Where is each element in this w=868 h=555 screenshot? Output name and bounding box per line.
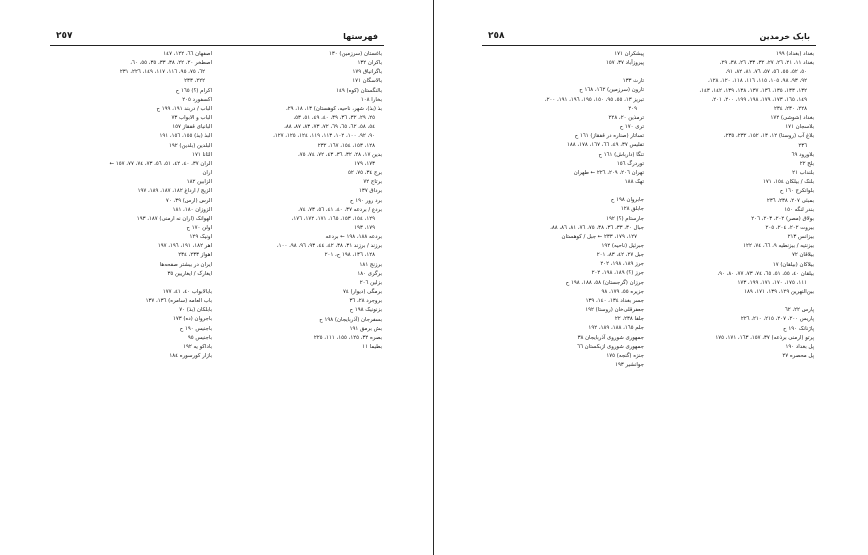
index-entry: جسر بغداد ١٣٤، ١٤٠، ١٣٩ bbox=[585, 297, 644, 304]
index-entry: باجروان (ده) ١٧٣ bbox=[172, 316, 212, 323]
index-entry: اران bbox=[202, 170, 212, 177]
index-entry: بندر لنگه ١٥٠ bbox=[784, 206, 814, 213]
index-entry: بالنگستان (کوه) ١٤٩ bbox=[336, 87, 382, 94]
index-entry: الباب و الابواب ٧٣ bbox=[171, 115, 212, 122]
index-entry: پل محصره ٢٧ bbox=[782, 353, 814, 359]
right-page-index-column-right bbox=[654, 50, 814, 361]
index-entry: تارون (سرزمین) ١٦٢، ١٦٨ ح bbox=[579, 87, 644, 94]
right-page-number: ٢٥٨ bbox=[488, 31, 505, 41]
index-entry: تری ١٧٠ ح bbox=[619, 124, 644, 131]
index-entry: بیلاکان (بیلقان) ١٧ bbox=[772, 261, 814, 268]
index-entry: الثانا ١٧١ bbox=[192, 151, 212, 158]
index-entry: برزند / برزند ٣١، ٣٨، ٤٢، ٤٤، ٩٣، ٩٦، ٩٨، ١٠٠، bbox=[276, 243, 382, 250]
index-entry: بالاسگان ١٧١ bbox=[352, 78, 382, 85]
index-entry: جبال ٣٠، ٣٣، ٣٦، ٣٨، ٧٥، ٧٦، ٨١، ٨٦، ٨٨، bbox=[550, 224, 644, 231]
index-entry: بغداد ١١، ٢١، ٢٦، ٢٧، ٣٢، ٣٣، ٢٦، ٣٨، ٢٩، bbox=[719, 60, 814, 67]
index-entry: بصره ٣٢، ١٢٥، ١٥٥، ١١١، ٢٢٥ bbox=[313, 334, 382, 341]
left-running-head bbox=[50, 29, 384, 46]
index-entry: ١٣٢، ١٣٣، ١٣٥، ١٣٦، ١٣٧، ١٣٨، ١٣٩، ١٤٢، ١٤٣، bbox=[699, 87, 807, 94]
index-entry: برداق ١٣٧ bbox=[359, 188, 382, 195]
index-entry: ٢٥، ٢٩، ٣٢، ٣٦، ٣٩، ٤٠، ٤٩، ٥١، ٥٣، bbox=[293, 115, 375, 122]
index-entry: جابلق ١٢٨ bbox=[620, 206, 644, 213]
left-running-title: فهرستها bbox=[343, 32, 378, 41]
index-entry: ١٧٣، ١٧٩ bbox=[354, 160, 375, 167]
index-entry: جبل ٢٧، ٤٢، ٨٣، ٢٠١ bbox=[596, 252, 644, 259]
index-entry: پاریس ٢٠٠، ٢٠٧، ٢١٥، ٢١٠، ٢٢٦ bbox=[740, 316, 814, 323]
index-entry: الزیج / ارداغ ١٨٢، ١٨٧، ١٨٩، ١٩٧ bbox=[137, 188, 212, 195]
index-entry: تساتار (صناره در قفقاز) ١٦١ ح bbox=[574, 133, 644, 140]
index-entry: بغداد (شوشی) ١٧٢ bbox=[770, 115, 814, 122]
index-entry: تارث ١٣٣ bbox=[622, 78, 644, 85]
index-entry: پرتو (ارمنی برذعه) ٣٧، ١٥٧، ١٦٣، ١٧١، ١٧٥ bbox=[715, 334, 814, 341]
index-entry: پارس ٢٢، ٦٢ bbox=[784, 307, 814, 314]
index-entry: بش برمق ١٩١ bbox=[349, 325, 382, 332]
index-entry: الهوانک (اران نه ارمنی) ١٨٧، ١٩٣ bbox=[136, 215, 212, 222]
index-entry: البانیای قفقاز ١٥٧ bbox=[172, 124, 212, 131]
index-entry: اکرام (؟) ١٦٥ ح bbox=[175, 87, 212, 94]
index-entry: جمهوری شوروی ازبکستان ٦٦ bbox=[577, 343, 644, 350]
index-entry: جعفرقلی‌خان (روستا) ١٩٢ bbox=[585, 307, 644, 314]
index-entry: باگرانیاق ١٧٩ bbox=[352, 69, 382, 76]
index-entry: باجنیس ٩٥ bbox=[187, 334, 212, 341]
index-entry: پیروزآباد ٣٧، ١٥٧ bbox=[605, 60, 644, 67]
index-entry: بطیما ١١ bbox=[362, 344, 382, 350]
index-entry: اکسفورد ٢٠٥ bbox=[182, 96, 212, 103]
index-entry: باکران ١٣٢ bbox=[357, 60, 382, 67]
index-entry: بلخ ٢٢ bbox=[799, 160, 814, 167]
index-entry: بیزانس ٢١٣ bbox=[787, 234, 814, 241]
index-entry: برتاج ٧٢ bbox=[363, 179, 382, 186]
index-entry: ترمذین ٢٠، ٢٢٨ bbox=[608, 114, 644, 121]
index-entry: پیشکران ١٧١ bbox=[614, 51, 644, 57]
index-entry: بازار کورسوره ١٨٤ bbox=[169, 353, 212, 359]
right-page-index-column-left bbox=[484, 50, 644, 370]
index-entry: جرز (؟) ١٨٩، ١٩٨، ٢٠٢ bbox=[591, 270, 644, 277]
index-entry: بولاق (مصر) ٢٠٢، ٢٠٣، ٢٠٦ bbox=[751, 215, 814, 222]
left-page-index-column-right bbox=[222, 50, 382, 352]
index-entry: جرزان (گرجستان) ٥٨، ١٨٨، ١٩٨ ح bbox=[565, 279, 644, 286]
index-entry: ١٤٩، ١٦٥، ١٧٣، ١٧٩، ١٩٨، ١٩٩، ٢٠٠، ٢٠١، bbox=[711, 96, 807, 103]
index-entry: الران ٣٧، ٤٠، ٤٢، ٥١، ٥٦، ٧٣، ٧٤، ٧٧، ١٥٧ ← bbox=[109, 160, 212, 167]
index-entry: تهران ٢٠٦، ٢٠٩، ٢٢٦ ← طهران bbox=[573, 169, 644, 176]
index-entry: توردرگ ١٥٦ bbox=[616, 160, 644, 167]
index-entry: اونیک ١٢٩ bbox=[189, 234, 212, 241]
index-entry: بذ (بذ)، شهر، ناحیه، کوهستان) ١٣، ١٨، ٢٩، bbox=[285, 105, 382, 112]
index-entry: بغداد (بغداد) ١٩٩ bbox=[776, 51, 814, 57]
index-entry: تهک ١٨٨ bbox=[624, 179, 644, 186]
index-entry: تفلیس ٣٧، ٤٩، ٦٦، ١٦٧، ١٧٨، ١٨٨ bbox=[566, 142, 644, 149]
index-entry: برمگی (دیوار) ٧٤ bbox=[342, 289, 382, 296]
index-entry: ٢٠٩ bbox=[628, 105, 637, 112]
index-entry: بزلین ٢٠٦ bbox=[359, 279, 382, 286]
index-entry: ١١١، ١٧٥، ١٧٠، ١٧١، ١٩٩، ١٧٣ bbox=[737, 279, 807, 286]
index-entry: بخارا ١٠٨ bbox=[360, 96, 382, 103]
index-entry: پل بغداد ١٩٠ bbox=[785, 343, 814, 350]
index-entry: ١٢٨، ١٣٦، ١٩٨ ح، ٢٠١ bbox=[324, 252, 375, 259]
index-entry: بیلاقان ٧٢ bbox=[791, 252, 814, 259]
index-entry: جوانشیر ١٩٣ bbox=[615, 362, 644, 368]
index-entry: برزنج ١٨١ bbox=[359, 261, 382, 268]
index-entry: ٥٤، ٥٨، ٦٢، ٦٥، ٦٩، ٧٢، ٧٣، ٨٣، ٨٧، ٨٨، bbox=[284, 124, 375, 131]
index-entry: اصفهان ٦٦، ١٢٢، ١٤٧ bbox=[163, 51, 212, 57]
index-entry: اهواز ٢٣٣، ٢٣٤ bbox=[178, 252, 212, 259]
index-entry: باجنیس ١٩٠ ح bbox=[179, 325, 212, 332]
left-page-index-column-left bbox=[52, 50, 212, 361]
index-entry: برگری ١٨٠ bbox=[357, 270, 382, 277]
index-entry: بلاغ آب (روستا) ١٢، ١٣، ١٥٢، ٢٣٢، ٢٣٥، bbox=[723, 133, 814, 140]
index-entry: جبرئیل (ناحیه) ١٩٢ bbox=[601, 242, 644, 249]
index-entry: بلاسجان ١٧١ bbox=[785, 124, 814, 131]
index-entry: ٦٢، ٧٥، ٩٥، ١١٦، ١١٧، ١٤٩، ٢٢٦، ٢٣١ bbox=[119, 69, 205, 76]
index-entry: الزوزان ١٨٠، ١٨١ bbox=[172, 206, 212, 213]
index-entry: باغستان (سرزمین) ١٣٠ bbox=[328, 51, 382, 57]
index-entry: بین‌النهرین ١٢٩، ١٣٩، ١٧١، ١٨٩ bbox=[744, 289, 814, 296]
index-entry: ایران در بیشتر صفحه‌ها bbox=[159, 261, 212, 268]
index-entry: بیروت ٢٠٢، ٢٠٤، ٢٠٥ bbox=[765, 224, 814, 231]
index-entry: بمبئی ٢٠٧، ٢٣٨، ٢٣٦ bbox=[766, 197, 814, 204]
index-entry: جابروان ١٩٨ ح bbox=[610, 197, 644, 204]
index-entry: ٢٢٢، ٢٣٣ bbox=[184, 78, 205, 85]
index-entry: جزیره ٥٥، ١٧٩، ٩٨ bbox=[601, 288, 644, 295]
right-running-title: بابک خرمدین bbox=[759, 32, 810, 41]
index-entry: ١٢٧، ١٧٩، ٢٣٣ ← جبل / کوهستان bbox=[561, 233, 637, 240]
index-entry: ١٧٩، ١٩٣ bbox=[354, 224, 375, 231]
left-page-number: ٢٥٧ bbox=[56, 31, 73, 41]
index-entry: جلم ١٦٥، ١٨٨، ١٨٩، ١٩٢ bbox=[588, 325, 644, 332]
index-entry: ٩٠، ٩٢، ١٠٠، ١٠٢، ١١٣، ١١٩، ١٢٤، ١٢٥، ١٢٧، bbox=[273, 133, 375, 140]
index-entry: باب العامه (سامره) ١٣٦، ١٣٧ bbox=[145, 298, 212, 305]
index-entry: بزنونیک ١٩٨ ح bbox=[349, 307, 382, 314]
index-entry: جنزه (گنجه) ١٧٥ bbox=[606, 352, 644, 359]
left-page bbox=[50, 0, 384, 555]
index-entry: الرس (ارس) ٣٩، ٧٠ bbox=[165, 197, 212, 204]
index-entry: تبریز ١٣، ٥٥، ٩٥، ١٥٠، ١٩٥، ١٩٦، ١٩١، ٢٠٠، bbox=[544, 96, 644, 103]
index-entry: برد رور ١٩٠ ح bbox=[349, 197, 382, 204]
index-entry: تنگا (دارباش) ١٦١ ح bbox=[598, 151, 644, 158]
index-entry: جلفا ٢٣٨، ٢٢ bbox=[614, 316, 644, 323]
index-entry: ایغارک / ایغاریین ٣٥ bbox=[167, 270, 212, 277]
index-entry: بابلکان (بذ) ٧٠ bbox=[179, 307, 212, 314]
index-entry: ٩٢، ٩٣، ٩٨، ١٠٥، ١١٥، ١١٦، ١١٨، ١٢٠، ١٢٨، bbox=[707, 78, 807, 85]
right-page bbox=[482, 0, 816, 555]
index-entry: برج ٣٤، ٧٥، ٥٢ bbox=[348, 170, 382, 177]
index-entry: بلنداب ٢١ bbox=[792, 170, 814, 177]
right-running-head bbox=[482, 29, 816, 46]
index-entry: بیلقان ٤٠، ٥٥، ٥١، ٦٥، ٧٤، ٧٣، ٧٧، ٨٠، ٩٠، bbox=[717, 270, 814, 277]
index-entry: ٢٣٦ bbox=[798, 142, 807, 149]
index-entry: بردعه ١٨٨، ١٩٨ ← بردعه bbox=[325, 234, 382, 241]
index-entry: بیزنتیه / بیزنطیه ٩، ٦٦، ٧٤، ١٢٢ bbox=[743, 243, 814, 250]
index-entry: بلوانکرج ١٦٠ ح bbox=[779, 188, 814, 195]
index-entry: جرز ١٨٩، ١٩٨، ٢٠٢ bbox=[600, 261, 644, 268]
index-entry: الباب / دربند ١٩١، ١٩٩ ح bbox=[156, 105, 212, 112]
page-gutter bbox=[433, 0, 434, 555]
index-entry: اصطخر ٢٠، ٢٢، ٣٨، ٣٣، ٣٥، ٥٥، ٦٠، bbox=[130, 60, 212, 67]
index-entry: باداکو یه ١٩٢ bbox=[183, 343, 212, 350]
index-entry: پاژنانک ١٩٠ ح bbox=[783, 325, 814, 332]
index-entry: جمهوری شوروی آذربایجان ٣٨ bbox=[577, 334, 644, 341]
index-entry: ٢٢٨، ٢٣٠، ٢٣٤ bbox=[774, 105, 807, 112]
index-entry: بروجرد ٢٨، ٣٦ bbox=[349, 298, 382, 305]
index-entry: بلاورود ٦٩ bbox=[791, 151, 814, 158]
index-entry: بسفرجان (آذربایجان) ١٩٨ ح bbox=[319, 316, 382, 323]
index-entry: جارستام (؟) ١٩٢ bbox=[606, 215, 644, 222]
index-entry: بردع / بردعه ٣٧، ٤٠، ٤١، ٥٦، ٧٣، ٧٤، bbox=[298, 206, 382, 213]
index-entry: البذ (بذ) ١٥٥، ١٥٦، ١٩١ bbox=[159, 133, 212, 140]
index-entry: ٥٠، ٥٢، ٥٥، ٥٦، ٥٧، ٧٦، ٨١، ٨٢، ٩١، bbox=[725, 69, 807, 76]
index-entry: بلنک / بیلکان ١٥٤، ١٧١ bbox=[762, 179, 814, 186]
index-entry: اهر ١٨٢، ١٩١، ١٩٦، ١٩٧ bbox=[157, 243, 212, 250]
index-entry: البلدین (بلدین) ١٩٢ bbox=[168, 142, 212, 149]
index-entry: اولن ١٧٠ ح bbox=[186, 224, 212, 231]
index-entry: ١٢٨، ١٥٣، ١٥٤، ١٦٧، ٢٣٢ bbox=[317, 142, 375, 149]
index-entry: بابالابواب ٤٠، ٤١، ١٧٧ bbox=[162, 288, 212, 295]
index-entry: الزابین ١٨٢ bbox=[186, 179, 212, 186]
index-entry: بدین ١٧، ٢٨، ٣٢، ٣٦، ٤٣، ٧٢، ٧٤، ٧٥، bbox=[297, 151, 382, 158]
index-entry: ١٢٩، ١٥٤، ١٥٣، ١٦٥، ١٧١، ١٧٢، ١٧٦، bbox=[291, 215, 375, 222]
